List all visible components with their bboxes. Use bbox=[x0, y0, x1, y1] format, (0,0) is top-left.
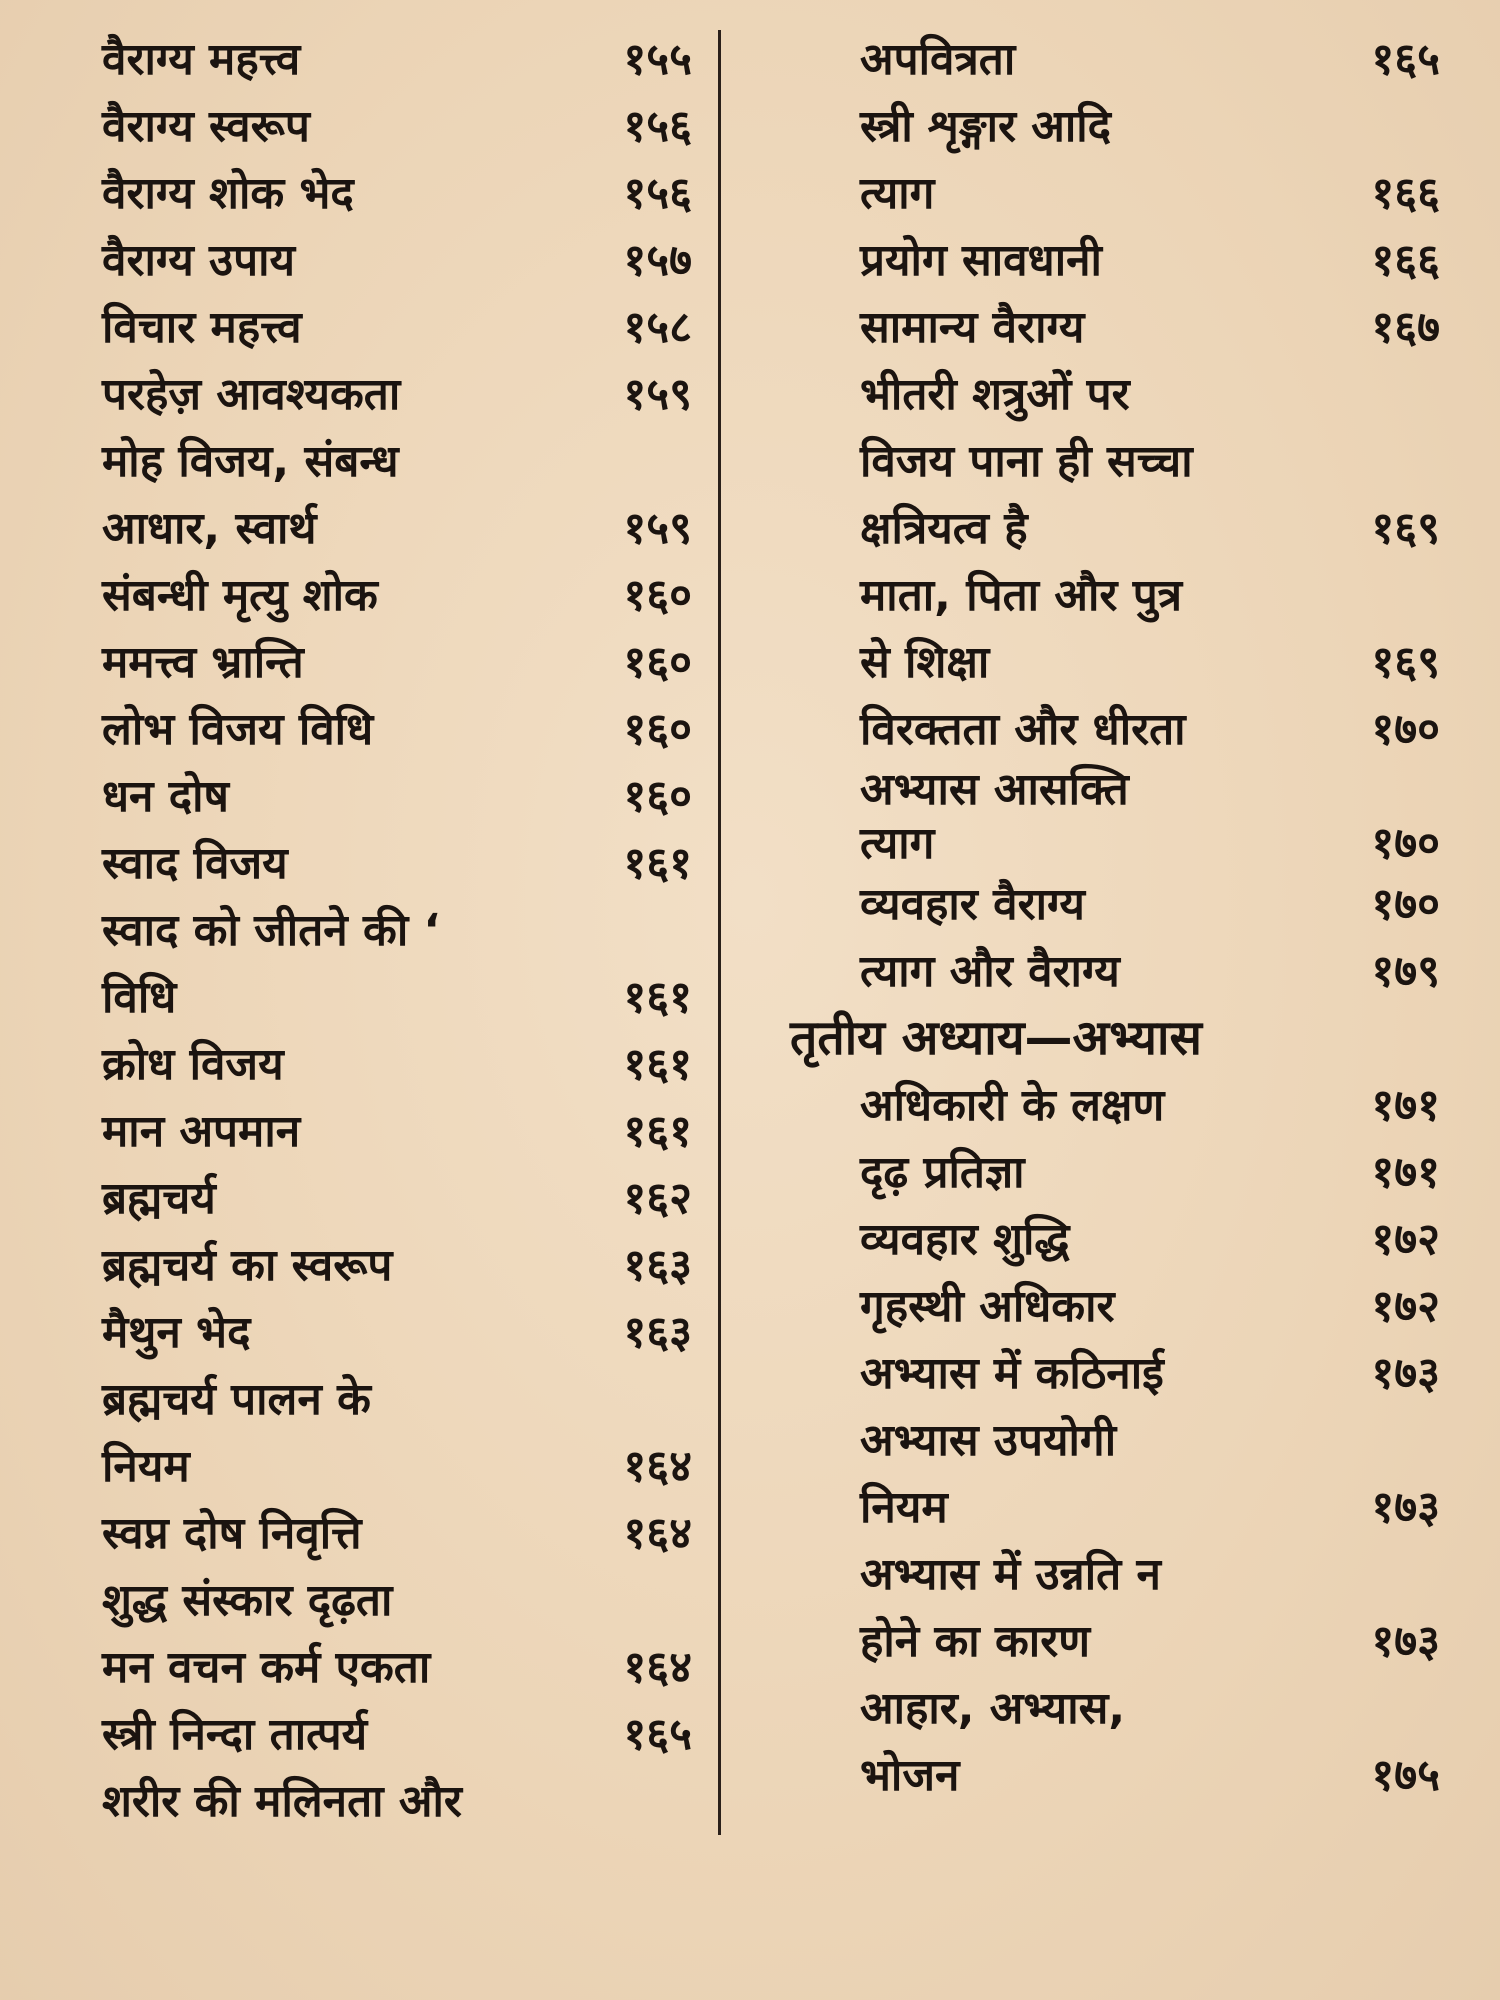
entry-page: १६१ bbox=[623, 1106, 692, 1157]
entry-page: १६१ bbox=[623, 838, 692, 889]
entry-page: १६९ bbox=[1371, 637, 1440, 688]
entry-text: ममत्त्व भ्रान्ति bbox=[102, 637, 304, 688]
index-entry bbox=[102, 93, 692, 160]
index-entry bbox=[790, 294, 1440, 361]
index-entry bbox=[790, 1206, 1440, 1273]
index-entry bbox=[102, 1634, 692, 1701]
entry-text: त्याग bbox=[860, 818, 935, 869]
index-entry bbox=[790, 361, 1440, 428]
entry-page: १७० bbox=[1371, 879, 1440, 930]
entry-page: १५९ bbox=[623, 369, 692, 420]
entry-page: १६५ bbox=[1371, 34, 1440, 85]
entry-page: १७१ bbox=[1371, 1080, 1440, 1131]
entry-text: मैथुन भेद bbox=[102, 1307, 251, 1358]
entry-page: १६१ bbox=[623, 972, 692, 1023]
entry-text: वैराग्य स्वरूप bbox=[102, 101, 310, 152]
index-entry bbox=[790, 1139, 1440, 1206]
entry-text: स्त्री निन्दा तात्पर्य bbox=[102, 1709, 368, 1760]
index-entry bbox=[102, 1768, 692, 1835]
entry-page: १५८ bbox=[623, 302, 692, 353]
index-entry bbox=[102, 428, 692, 495]
entry-page: १६० bbox=[623, 570, 692, 621]
entry-page: १६० bbox=[623, 771, 692, 822]
entry-page: १७० bbox=[1371, 704, 1440, 755]
entry-text: क्षत्रियत्व है bbox=[860, 503, 1028, 554]
entry-text: वैराग्य शोक भेद bbox=[102, 168, 354, 219]
index-entry bbox=[102, 1098, 692, 1165]
entry-text: गृहस्थी अधिकार bbox=[860, 1281, 1115, 1332]
entry-text: आधार, स्वार्थ bbox=[102, 503, 317, 554]
entry-page: १७२ bbox=[1371, 1281, 1440, 1332]
entry-text: स्त्री शृङ्गार आदि bbox=[860, 101, 1112, 152]
index-entry bbox=[102, 629, 692, 696]
entry-page: १६३ bbox=[623, 1307, 692, 1358]
index-entry bbox=[790, 1675, 1440, 1742]
entry-text: परहेज़ आवश्यकता bbox=[102, 369, 401, 420]
column-divider bbox=[718, 30, 721, 1835]
index-entry bbox=[102, 361, 692, 428]
index-entry bbox=[790, 428, 1440, 495]
index-entry bbox=[790, 1742, 1440, 1809]
index-entry bbox=[102, 1165, 692, 1232]
index-entry bbox=[790, 562, 1440, 629]
entry-text: अपवित्रता bbox=[860, 34, 1016, 85]
index-entry bbox=[102, 160, 692, 227]
entry-text: शरीर की मलिनता और bbox=[102, 1776, 462, 1827]
entry-text: नियम bbox=[860, 1482, 948, 1533]
entry-page: १६३ bbox=[623, 1240, 692, 1291]
entry-text: स्वाद को जीतने की ‘ bbox=[102, 905, 441, 956]
index-entry bbox=[102, 495, 692, 562]
entry-page: १५९ bbox=[623, 503, 692, 554]
entry-text: ब्रह्मचर्य पालन के bbox=[102, 1374, 371, 1425]
chapter-heading-text: तृतीय अध्याय—अभ्यास bbox=[790, 1010, 1202, 1066]
left-column bbox=[102, 26, 692, 1835]
right-column bbox=[790, 26, 1440, 1809]
entry-text: क्रोध विजय bbox=[102, 1039, 284, 1090]
index-entry bbox=[102, 294, 692, 361]
entry-text: व्यवहार शुद्धि bbox=[860, 1214, 1070, 1265]
entry-page: १६० bbox=[623, 637, 692, 688]
entry-text: व्यवहार वैराग्य bbox=[860, 879, 1085, 930]
entry-page: १७२ bbox=[1371, 1214, 1440, 1265]
index-entry bbox=[102, 227, 692, 294]
entry-page: १६५ bbox=[623, 1709, 692, 1760]
entry-page: १५६ bbox=[623, 168, 692, 219]
entry-page: १७५ bbox=[1371, 1750, 1440, 1801]
index-entry bbox=[790, 495, 1440, 562]
index-entry bbox=[102, 1433, 692, 1500]
entry-page: १५५ bbox=[623, 34, 692, 85]
entry-text: शुद्ध संस्कार दृढ़ता bbox=[102, 1575, 393, 1626]
index-entry bbox=[790, 938, 1440, 1005]
entry-text: नियम bbox=[102, 1441, 190, 1492]
entry-text: अभ्यास उपयोगी bbox=[860, 1415, 1117, 1466]
entry-text: स्वप्न दोष निवृत्ति bbox=[102, 1508, 362, 1559]
entry-text: वैराग्य उपाय bbox=[102, 235, 296, 286]
index-entry bbox=[790, 696, 1440, 763]
index-entry bbox=[102, 964, 692, 1031]
entry-text: भीतरी शत्रुओं पर bbox=[860, 369, 1130, 420]
entry-text: प्रयोग सावधानी bbox=[860, 235, 1102, 286]
entry-page: १६७ bbox=[1371, 302, 1440, 353]
index-entry bbox=[102, 696, 692, 763]
entry-text: लोभ विजय विधि bbox=[102, 704, 374, 755]
entry-page: १७३ bbox=[1371, 1348, 1440, 1399]
chapter-heading bbox=[790, 1005, 1440, 1072]
index-entry bbox=[102, 562, 692, 629]
entry-text: होने का कारण bbox=[860, 1616, 1091, 1667]
entry-text: भोजन bbox=[860, 1750, 960, 1801]
entry-text: आहार, अभ्यास, bbox=[860, 1683, 1126, 1734]
index-entry bbox=[790, 817, 1440, 871]
entry-page: १७३ bbox=[1371, 1616, 1440, 1667]
entry-page: १५६ bbox=[623, 101, 692, 152]
entry-page: १६१ bbox=[623, 1039, 692, 1090]
index-entry bbox=[790, 871, 1440, 938]
entry-text: अधिकारी के लक्षण bbox=[860, 1080, 1165, 1131]
entry-text: स्वाद विजय bbox=[102, 838, 288, 889]
entry-text: से शिक्षा bbox=[860, 637, 990, 688]
index-entry bbox=[790, 1608, 1440, 1675]
entry-text: त्याग और वैराग्य bbox=[860, 946, 1120, 997]
entry-page: १७३ bbox=[1371, 1482, 1440, 1533]
index-entry bbox=[790, 629, 1440, 696]
entry-text: अभ्यास में कठिनाई bbox=[860, 1348, 1164, 1399]
entry-text: विचार महत्त्व bbox=[102, 302, 302, 353]
entry-page: १७१ bbox=[1371, 1147, 1440, 1198]
index-entry bbox=[102, 1031, 692, 1098]
index-entry bbox=[102, 897, 692, 964]
entry-text: विजय पाना ही सच्चा bbox=[860, 436, 1193, 487]
index-entry bbox=[790, 1340, 1440, 1407]
entry-text: संबन्धी मृत्यु शोक bbox=[102, 570, 378, 621]
index-entry bbox=[790, 1474, 1440, 1541]
entry-text: ब्रह्मचर्य का स्वरूप bbox=[102, 1240, 393, 1291]
index-entry bbox=[790, 26, 1440, 93]
entry-page: १६० bbox=[623, 704, 692, 755]
entry-page: १६६ bbox=[1371, 168, 1440, 219]
index-entry bbox=[790, 160, 1440, 227]
index-entry bbox=[102, 1500, 692, 1567]
entry-page: १६४ bbox=[623, 1642, 692, 1693]
entry-text: विधि bbox=[102, 972, 177, 1023]
entry-text: ब्रह्मचर्य bbox=[102, 1173, 216, 1224]
entry-text: सामान्य वैराग्य bbox=[860, 302, 1085, 353]
entry-page: १६४ bbox=[623, 1441, 692, 1492]
entry-text: माता, पिता और पुत्र bbox=[860, 570, 1183, 621]
index-entry bbox=[790, 93, 1440, 160]
entry-text: दृढ़ प्रतिज्ञा bbox=[860, 1147, 1025, 1198]
index-entry bbox=[790, 763, 1440, 817]
index-entry bbox=[102, 1701, 692, 1768]
index-entry bbox=[790, 1541, 1440, 1608]
index-entry bbox=[102, 1299, 692, 1366]
entry-text: विरक्तता और धीरता bbox=[860, 704, 1186, 755]
index-entry bbox=[102, 830, 692, 897]
entry-page: १७० bbox=[1371, 818, 1440, 869]
entry-text: त्याग bbox=[860, 168, 935, 219]
entry-text: मोह विजय, संबन्ध bbox=[102, 436, 399, 487]
entry-page: १७९ bbox=[1371, 946, 1440, 997]
entry-text: अभ्यास में उन्नति न bbox=[860, 1549, 1161, 1600]
entry-page: १६९ bbox=[1371, 503, 1440, 554]
entry-text: वैराग्य महत्त्व bbox=[102, 34, 301, 85]
index-entry bbox=[102, 26, 692, 93]
index-entry bbox=[790, 1072, 1440, 1139]
entry-text: धन दोष bbox=[102, 771, 229, 822]
index-entry bbox=[790, 1407, 1440, 1474]
entry-text: मन वचन कर्म एकता bbox=[102, 1642, 431, 1693]
entry-text: मान अपमान bbox=[102, 1106, 301, 1157]
entry-text: अभ्यास आसक्ति bbox=[860, 764, 1129, 815]
entry-page: १५७ bbox=[623, 235, 692, 286]
entry-page: १६२ bbox=[623, 1173, 692, 1224]
index-entry bbox=[102, 1567, 692, 1634]
index-entry bbox=[790, 1273, 1440, 1340]
entry-page: १६६ bbox=[1371, 235, 1440, 286]
index-entry bbox=[102, 763, 692, 830]
index-entry bbox=[790, 227, 1440, 294]
entry-page: १६४ bbox=[623, 1508, 692, 1559]
index-entry bbox=[102, 1232, 692, 1299]
index-entry bbox=[102, 1366, 692, 1433]
